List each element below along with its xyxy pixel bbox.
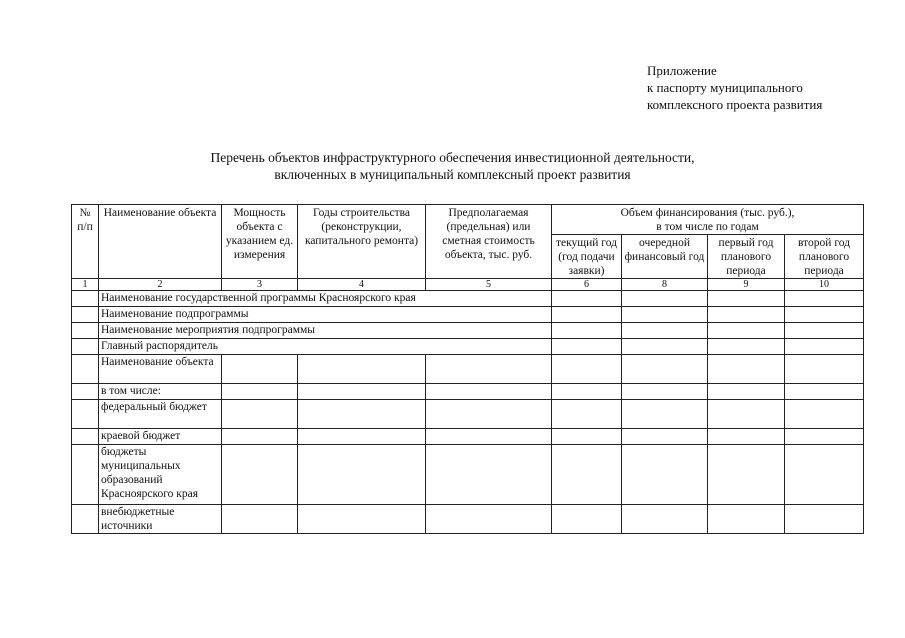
- cell-empty: [72, 384, 99, 400]
- cell-empty: [785, 400, 864, 429]
- cell-empty: [222, 429, 298, 445]
- header-financing-line-1: Объем финансирования (тыс. руб.),: [620, 207, 795, 219]
- column-numbers-row: [72, 279, 864, 291]
- col-num-5: 5: [426, 279, 552, 291]
- document-title: [0, 149, 905, 183]
- appendix-line-3: комплексного проекта развития: [647, 97, 823, 112]
- cell-empty: [298, 429, 426, 445]
- cell-empty: [222, 355, 298, 384]
- table-row: [72, 505, 864, 534]
- row-subprogram: Наименование подпрограммы: [99, 307, 552, 323]
- header-current-year: текущий год (год подачи заявки): [552, 235, 622, 279]
- cell-empty: [72, 505, 99, 534]
- col-num-2: 2: [99, 279, 222, 291]
- header-first-plan-year: первый год планового периода: [708, 235, 785, 279]
- header-number: № п/п: [72, 205, 99, 279]
- cell-empty: [426, 505, 552, 534]
- cell-empty: [298, 355, 426, 384]
- cell-empty: [222, 505, 298, 534]
- cell-empty: [72, 307, 99, 323]
- cell-empty: [72, 355, 99, 384]
- cell-empty: [708, 445, 785, 505]
- table-row: [72, 384, 864, 400]
- cell-empty: [222, 384, 298, 400]
- cell-empty: [222, 445, 298, 505]
- cell-empty: [72, 400, 99, 429]
- cell-empty: [622, 355, 708, 384]
- table-row: [72, 445, 864, 505]
- table-row: [72, 291, 864, 307]
- table-row: [72, 429, 864, 445]
- title-line-2: включенных в муниципальный комплексный проект развития: [274, 167, 631, 182]
- cell-empty: [552, 339, 622, 355]
- cell-empty: [785, 445, 864, 505]
- cell-empty: [222, 400, 298, 429]
- cell-empty: [622, 307, 708, 323]
- header-financing: [552, 205, 864, 235]
- table-row: [72, 339, 864, 355]
- table-row: [72, 307, 864, 323]
- cell-empty: [298, 384, 426, 400]
- cell-empty: [552, 505, 622, 534]
- header-capacity: Мощность объекта с указанием ед. измерения: [222, 205, 298, 279]
- cell-empty: [622, 384, 708, 400]
- row-municipal-budgets: бюджеты муниципальных образований Красноярского края: [99, 445, 222, 505]
- row-gov-program: Наименование государственной программы Красноярского края: [99, 291, 552, 307]
- row-extra-budget: внебюджетные источники: [99, 505, 222, 534]
- cell-empty: [622, 505, 708, 534]
- table-row: [72, 400, 864, 429]
- cell-empty: [552, 323, 622, 339]
- cell-empty: [426, 355, 552, 384]
- header-financing-line-2: в том числе по годам: [656, 221, 759, 233]
- row-measure: Наименование мероприятия подпрограммы: [99, 323, 552, 339]
- appendix-line-1: Приложение: [647, 63, 717, 78]
- cell-empty: [298, 505, 426, 534]
- appendix-note: [647, 62, 822, 113]
- cell-empty: [708, 307, 785, 323]
- cell-empty: [785, 384, 864, 400]
- cell-empty: [622, 445, 708, 505]
- cell-empty: [785, 323, 864, 339]
- col-num-6: 6: [552, 279, 622, 291]
- cell-empty: [622, 323, 708, 339]
- header-next-year: очередной финансовый год: [622, 235, 708, 279]
- cell-empty: [552, 384, 622, 400]
- cell-empty: [708, 400, 785, 429]
- cell-empty: [552, 429, 622, 445]
- cell-empty: [426, 429, 552, 445]
- cell-empty: [622, 400, 708, 429]
- col-num-3: 3: [222, 279, 298, 291]
- cell-empty: [426, 445, 552, 505]
- cell-empty: [72, 339, 99, 355]
- cell-empty: [785, 307, 864, 323]
- cell-empty: [552, 445, 622, 505]
- header-estimated-cost: Предполагаемая (предельная) или сметная стоимость объекта, тыс. руб.: [426, 205, 552, 279]
- cell-empty: [708, 429, 785, 445]
- table-row: [72, 355, 864, 384]
- appendix-line-2: к паспорту муниципального: [647, 80, 803, 95]
- cell-empty: [622, 291, 708, 307]
- cell-empty: [708, 291, 785, 307]
- row-including: в том числе:: [99, 384, 222, 400]
- cell-empty: [298, 445, 426, 505]
- col-num-4: 4: [298, 279, 426, 291]
- header-construction-years: Годы строительства (реконструкции, капитального ремонта): [298, 205, 426, 279]
- table-row: [72, 323, 864, 339]
- row-regional-budget: краевой бюджет: [99, 429, 222, 445]
- cell-empty: [708, 323, 785, 339]
- cell-empty: [72, 323, 99, 339]
- title-line-1: Перечень объектов инфраструктурного обеспечения инвестиционной деятельности,: [210, 150, 695, 165]
- cell-empty: [552, 400, 622, 429]
- cell-empty: [622, 339, 708, 355]
- cell-empty: [785, 355, 864, 384]
- cell-empty: [552, 355, 622, 384]
- col-num-10: 10: [785, 279, 864, 291]
- cell-empty: [72, 291, 99, 307]
- cell-empty: [785, 429, 864, 445]
- cell-empty: [72, 445, 99, 505]
- cell-empty: [708, 384, 785, 400]
- cell-empty: [72, 429, 99, 445]
- cell-empty: [785, 505, 864, 534]
- cell-empty: [552, 291, 622, 307]
- cell-empty: [552, 307, 622, 323]
- cell-empty: [426, 400, 552, 429]
- row-federal-budget: федеральный бюджет: [99, 400, 222, 429]
- header-object-name: Наименование объекта: [99, 205, 222, 279]
- cell-empty: [426, 384, 552, 400]
- header-second-plan-year: второй год планового периода: [785, 235, 864, 279]
- cell-empty: [622, 429, 708, 445]
- col-num-8: 8: [622, 279, 708, 291]
- cell-empty: [708, 355, 785, 384]
- cell-empty: [785, 291, 864, 307]
- row-main-manager: Главный распорядитель: [99, 339, 552, 355]
- row-object-name: Наименование объекта: [99, 355, 222, 384]
- col-num-1: 1: [72, 279, 99, 291]
- cell-empty: [708, 505, 785, 534]
- cell-empty: [708, 339, 785, 355]
- objects-table: [71, 204, 864, 534]
- cell-empty: [298, 400, 426, 429]
- cell-empty: [785, 339, 864, 355]
- col-num-9: 9: [708, 279, 785, 291]
